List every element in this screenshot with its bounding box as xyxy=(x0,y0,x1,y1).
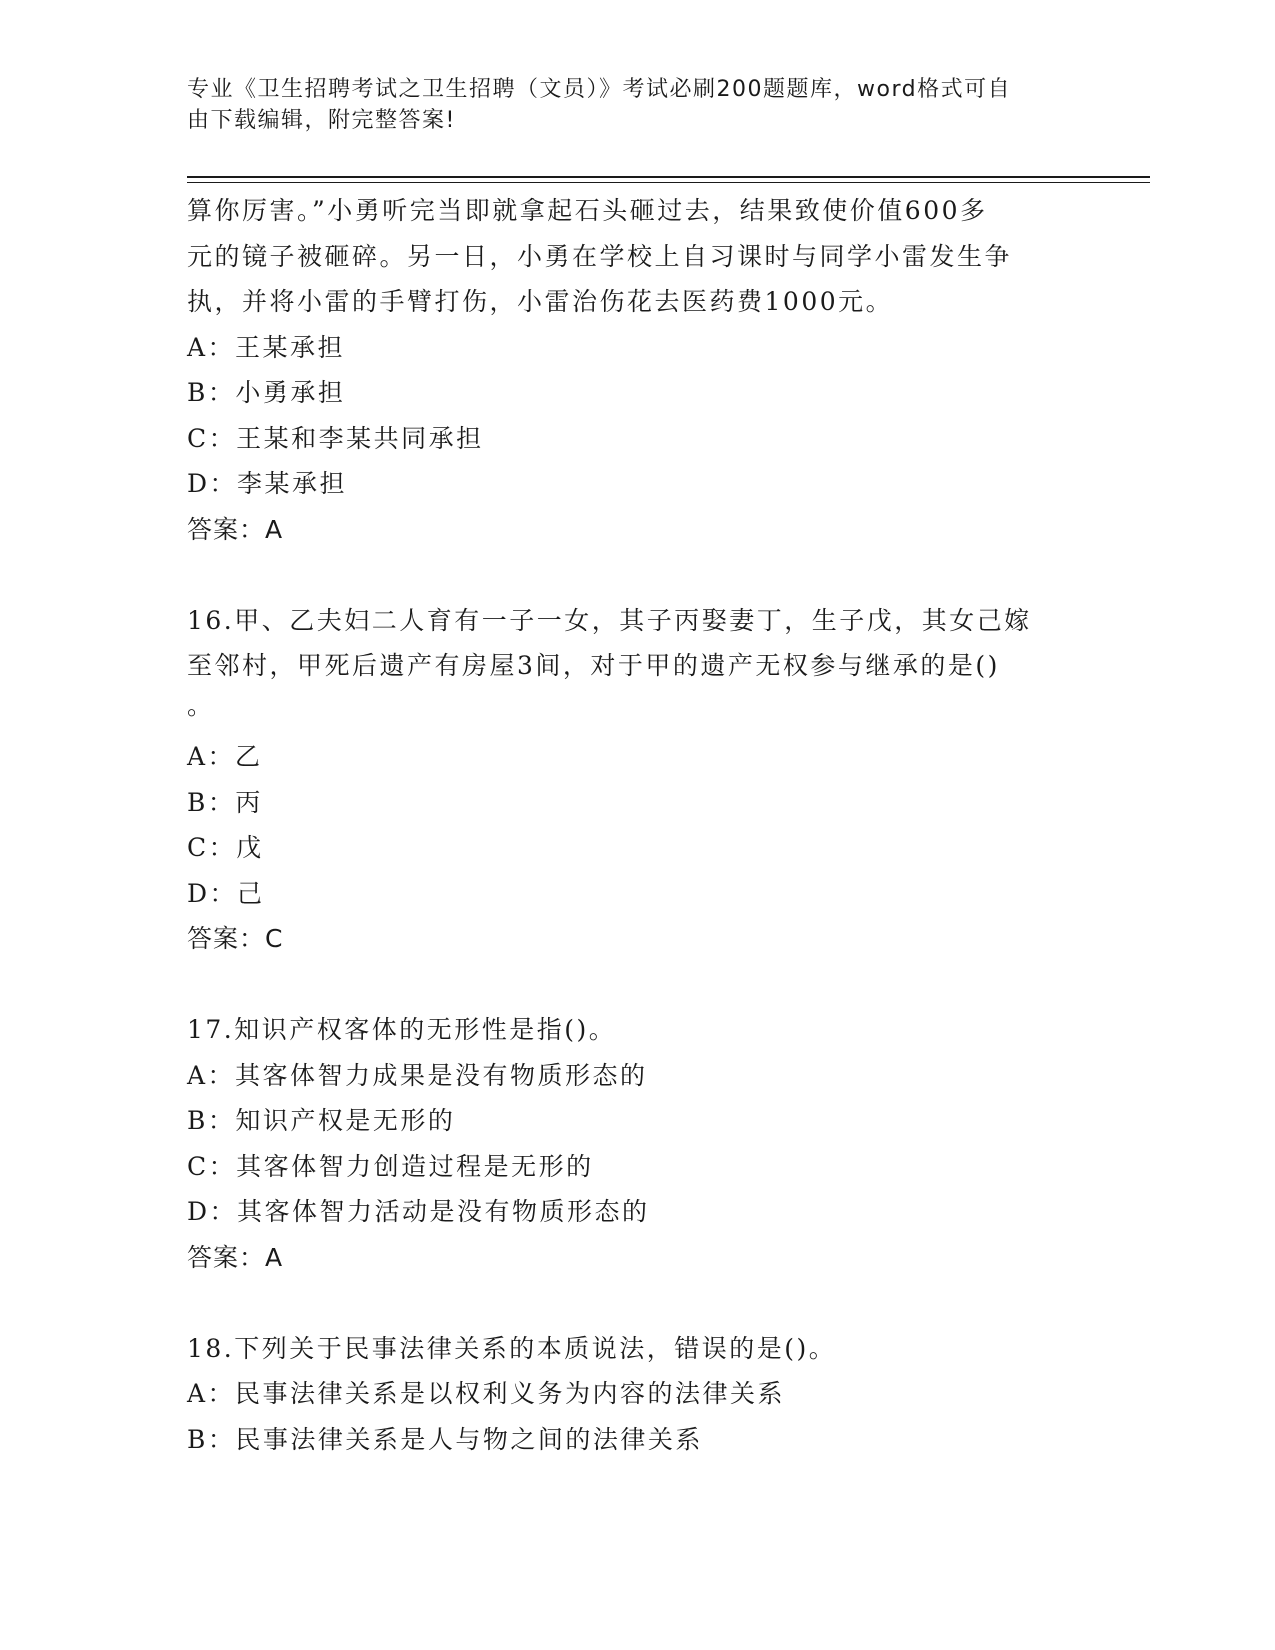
question-text-line: 18.下列关于民事法律关系的本质说法，错误的是()。 xyxy=(187,1333,837,1363)
question-text-line: 17.知识产权客体的无形性是指()。 xyxy=(187,1015,617,1044)
answer-line: 答案：A xyxy=(187,514,284,544)
option-b: B：知识产权是无形的 xyxy=(187,1106,456,1135)
option-d: D：其客体智力活动是没有物质形态的 xyxy=(187,1197,650,1226)
option-c: C：王某和李某共同承担 xyxy=(187,423,484,453)
option-b: B：民事法律关系是人与物之间的法律关系 xyxy=(187,1424,703,1454)
spacer xyxy=(187,962,1087,1008)
question-17 xyxy=(187,1007,1087,1280)
question-text-line: 。 xyxy=(187,690,215,720)
option-a: A：民事法律关系是以权利义务为内容的法律关系 xyxy=(187,1379,786,1408)
question-16 xyxy=(187,598,1087,962)
question-18 xyxy=(187,1326,1087,1463)
option-b: B：丙 xyxy=(187,787,263,817)
spacer xyxy=(187,1280,1087,1326)
question-15-continued xyxy=(187,188,1087,552)
question-text-line: 执，并将小雷的手臂打伤，小雷治伤花去医药费1000元。 xyxy=(187,287,894,316)
header-divider xyxy=(187,176,1150,183)
option-d: D：李某承担 xyxy=(187,469,348,498)
answer-line: 答案：A xyxy=(187,1242,284,1272)
question-text-line: 16.甲、乙夫妇二人育有一子一女，其子丙娶妻丁，生子戊，其女己嫁 xyxy=(187,605,1032,635)
option-a: A：乙 xyxy=(187,742,263,771)
page-header xyxy=(187,74,1067,136)
header-line-2: 由下载编辑，附完整答案! xyxy=(187,108,456,133)
option-c: C：戊 xyxy=(187,833,264,862)
option-a: A：其客体智力成果是没有物质形态的 xyxy=(187,1060,648,1090)
answer-line: 答案：C xyxy=(187,924,284,953)
question-text-line: 至邻村，甲死后遗产有房屋3间，对于甲的遗产无权参与继承的是() xyxy=(187,651,1000,680)
spacer xyxy=(187,552,1087,598)
option-a: A：王某承担 xyxy=(187,332,346,362)
option-c: C：其客体智力创造过程是无形的 xyxy=(187,1151,594,1181)
header-line-1: 专业《卫生招聘考试之卫生招聘（文员）》考试必刷200题题库，word格式可自 xyxy=(187,77,1012,102)
document-body xyxy=(187,188,1087,1462)
option-b: B：小勇承担 xyxy=(187,378,346,407)
question-text-line: 元的镜子被砸碎。另一日，小勇在学校上自习课时与同学小雷发生争 xyxy=(187,241,1013,271)
option-d: D：己 xyxy=(187,878,265,908)
question-text-line: 算你厉害。”小勇听完当即就拿起石头砸过去，结果致使价值600多 xyxy=(187,196,988,225)
